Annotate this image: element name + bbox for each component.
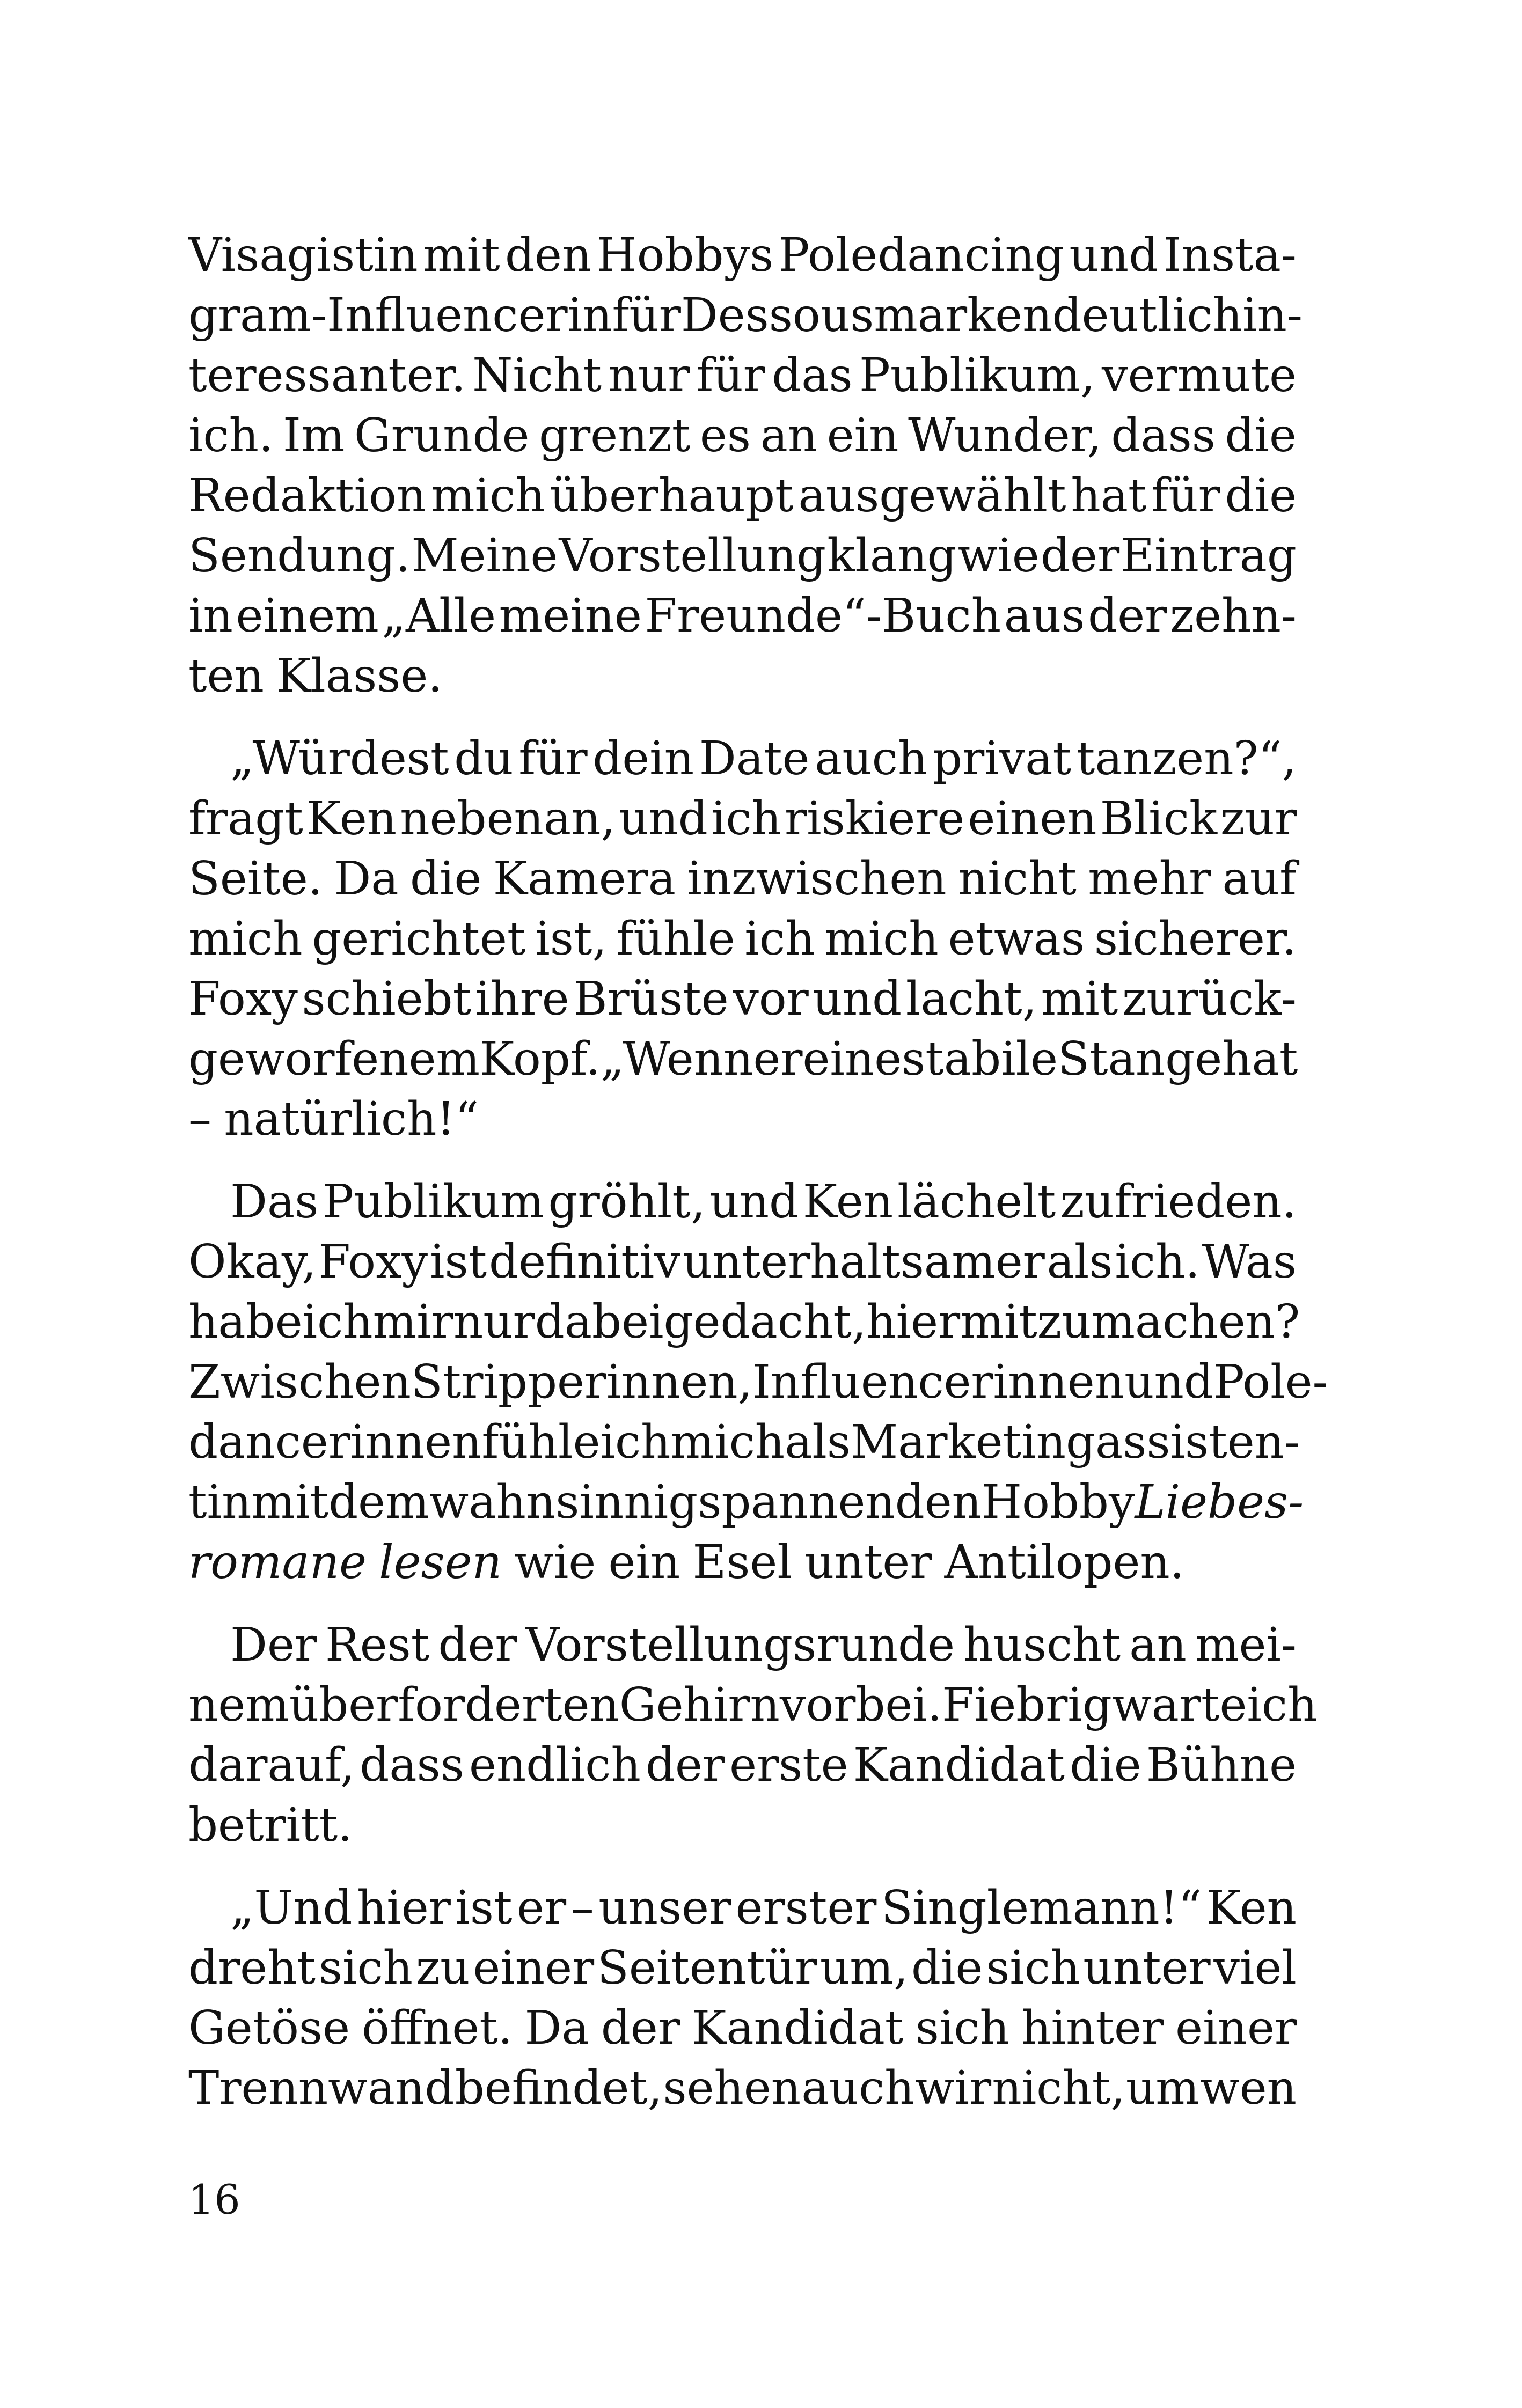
text-line: Das Publikum gröhlt, und Ken lächelt zufrieden.: [230, 1175, 1297, 1229]
text-line: gram-Influencerin für Dessousmarken deutlich in-: [188, 289, 1303, 342]
page-number: 16: [188, 2176, 240, 2223]
text-line: ich. Im Grunde grenzt es an ein Wunder, dass die: [188, 409, 1297, 462]
text-line: Redaktion mich überhaupt ausgewählt hat für die: [188, 469, 1297, 523]
text-line: – natürlich!“: [188, 1092, 479, 1146]
paragraph: [188, 1878, 1297, 2118]
text-line: Seite. Da die Kamera inzwischen nicht mehr auf: [188, 852, 1297, 906]
text-line: Sendung. Meine Vorstellung klang wie der Eintrag: [188, 529, 1297, 583]
text-line: mich gerichtet ist, fühle ich mich etwas sicherer.: [188, 912, 1297, 966]
text-line: geworfenem Kopf. „Wenn er eine stabile Stange hat: [188, 1032, 1298, 1086]
text-line: Getöse öffnet. Da der Kandidat sich hinter einer: [188, 2001, 1297, 2055]
text-line: teressanter. Nicht nur für das Publikum, vermute: [188, 349, 1297, 402]
text-line: Trennwand befindet, sehen auch wir nicht, um wen: [188, 2061, 1297, 2115]
paragraph: [188, 225, 1303, 706]
text-line: „Und hier ist er – unser erster Singlemann!“ Ken: [230, 1881, 1297, 1935]
text-line: darauf, dass endlich der erste Kandidat die Bühne: [188, 1738, 1297, 1792]
text-line: Visagistin mit den Hobbys Poledancing und Insta-: [188, 229, 1297, 282]
text-line: fragt Ken nebenan, und ich riskiere einen Blick zur: [188, 792, 1297, 846]
text-line: nem überforderten Gehirn vorbei. Fiebrig warte ich: [188, 1678, 1318, 1732]
text-line: Okay, Foxy ist definitiv unterhaltsamer als ich. Was: [188, 1235, 1297, 1289]
text-line: in einem „Alle meine Freunde“-Buch aus der zehn-: [188, 589, 1297, 643]
text-line: Foxy schiebt ihre Brüste vor und lacht, mit zurück-: [188, 972, 1297, 1026]
text-line: dreht sich zu einer Seitentür um, die sich unter viel: [188, 1941, 1297, 1995]
text-line: tin mit dem wahnsinnig spannenden Hobby Liebes-: [188, 1475, 1304, 1529]
body-text: [188, 225, 1328, 2118]
text-line: Zwischen Stripperinnen, Influencerinnen und Pole-: [188, 1355, 1328, 1409]
text-line: romane lesen wie ein Esel unter Antilopen.: [188, 1536, 1185, 1589]
text-line: habe ich mir nur dabei gedacht, hier mitzumachen?: [188, 1295, 1300, 1349]
text-line: betritt.: [188, 1798, 353, 1852]
paragraph: [188, 729, 1297, 1149]
text-line: „Würdest du für dein Date auch privat tanzen?“,: [230, 732, 1297, 785]
text-line: Der Rest der Vorstellungsrunde huscht an mei-: [230, 1618, 1297, 1672]
text-line: ten Klasse.: [188, 649, 443, 703]
text-line: dancerinnen fühle ich mich als Marketingassisten-: [188, 1415, 1300, 1469]
paragraph: [188, 1172, 1328, 1592]
paragraph: [188, 1615, 1318, 1855]
